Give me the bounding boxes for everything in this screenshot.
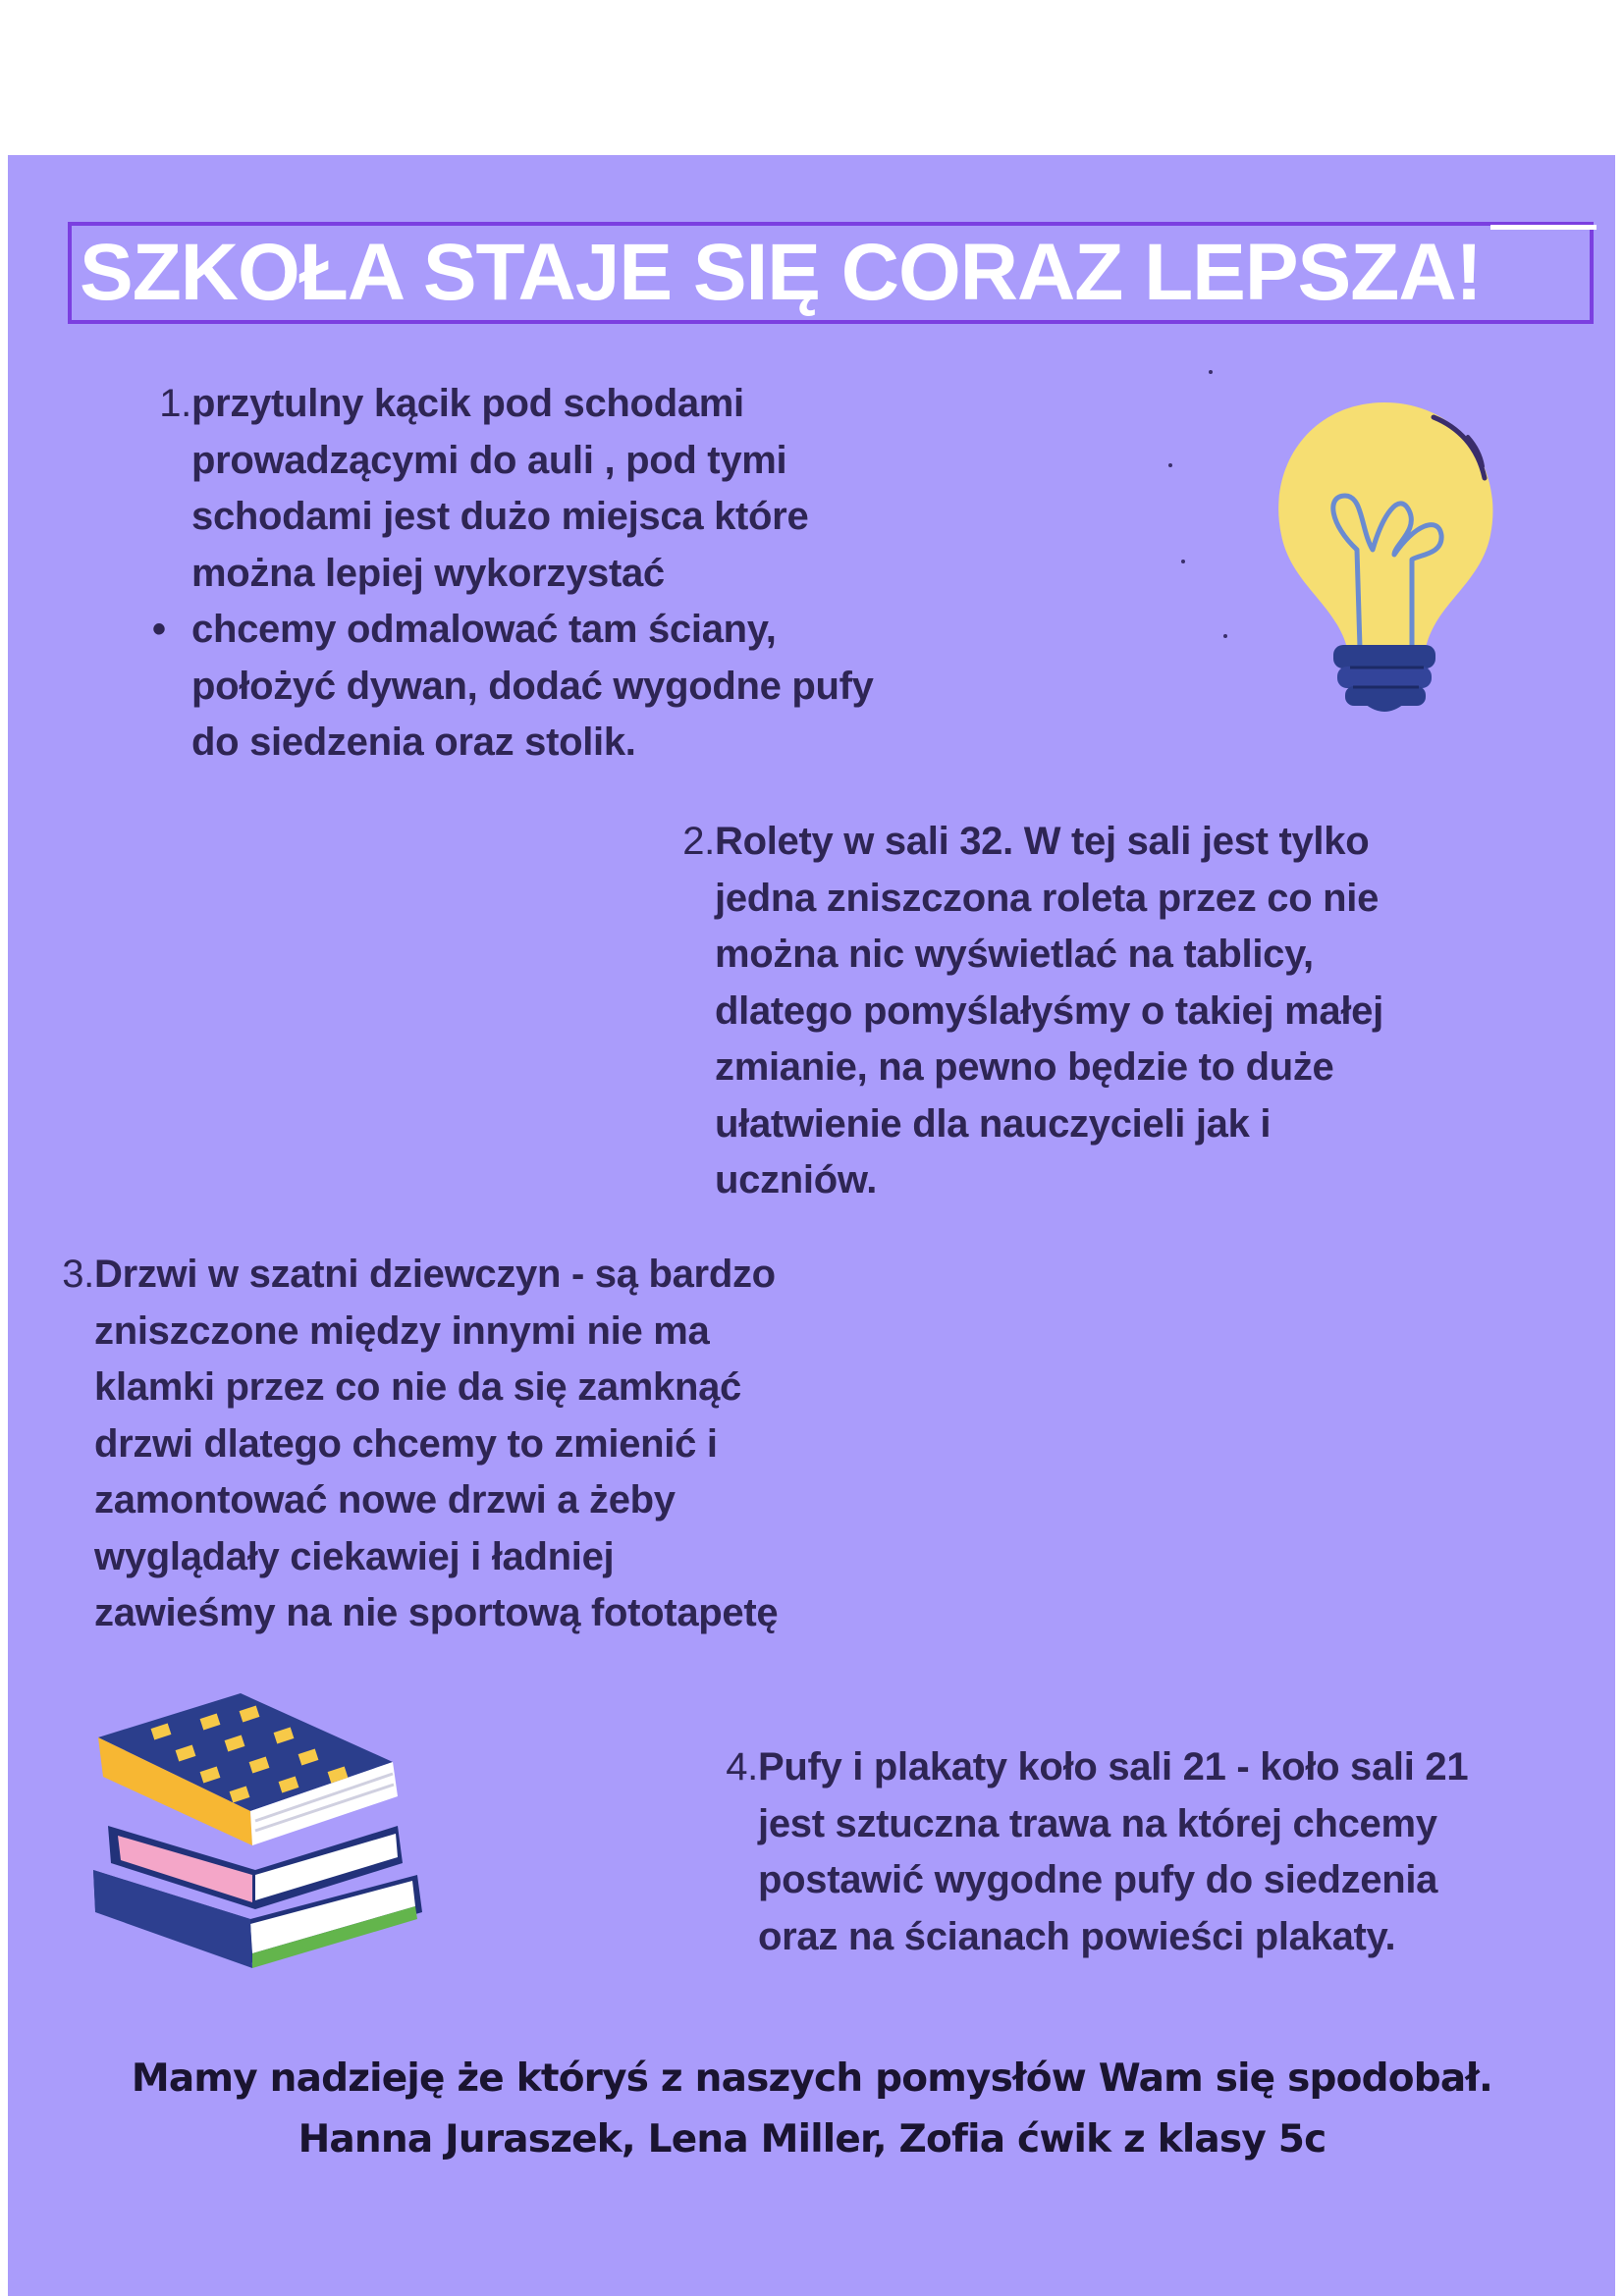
item-2-line: Rolety w sali 32. W tej sali jest tylko bbox=[715, 820, 1370, 863]
item-3-number: 3. bbox=[62, 1253, 94, 1296]
item-4-line: Pufy i plakaty koło sali 21 - koło sali 21 bbox=[758, 1745, 1469, 1789]
sparkle-dot bbox=[1168, 463, 1172, 467]
item-1-line: schodami jest dużo miejsca które bbox=[191, 495, 809, 538]
item-1-line: prowadzącymi do auli , pod tymi bbox=[191, 438, 787, 482]
item-1-bullet-line: położyć dywan, dodać wygodne pufy bbox=[191, 664, 874, 708]
item-2-line: ułatwienie dla nauczycieli jak i bbox=[715, 1101, 1272, 1146]
item-3-line: zawieśmy na nie sportową fototapetę bbox=[94, 1591, 779, 1634]
item-2-number: 2. bbox=[682, 820, 715, 863]
item-1-bullet-line: do siedzenia oraz stolik. bbox=[191, 721, 636, 764]
item-2-line: uczniów. bbox=[715, 1158, 878, 1201]
books-icon bbox=[83, 1679, 427, 2002]
lightbulb-icon bbox=[1257, 388, 1512, 721]
sparkle-dot bbox=[1181, 560, 1185, 563]
poster-title: SZKOŁA STAJE SIĘ CORAZ LEPSZA! bbox=[68, 222, 1594, 324]
footer-authors: Hanna Juraszek, Lena Miller, Zofia ćwik z klasy 5c bbox=[298, 2117, 1326, 2162]
item-4-line: jest sztuczna trawa na której chcemy bbox=[758, 1801, 1437, 1845]
item-4-line: oraz na ścianach powieści plakaty. bbox=[758, 1914, 1396, 1958]
item-1-number: 1. bbox=[159, 382, 191, 425]
item-1-bullet-line: chcemy odmalować tam ściany, bbox=[191, 608, 777, 651]
item-1-line: można lepiej wykorzystać bbox=[191, 551, 665, 595]
sparkle-dot bbox=[1209, 370, 1213, 374]
title-accent bbox=[1490, 225, 1597, 230]
item-3-line: zamontować nowe drzwi a żeby bbox=[94, 1478, 676, 1522]
item-2-line: dlatego pomyślałyśmy o takiej małej bbox=[715, 988, 1383, 1033]
item-3-line: Drzwi w szatni dziewczyn - są bardzo bbox=[94, 1253, 776, 1296]
item-3-line: klamki przez co nie da się zamknąć bbox=[94, 1365, 741, 1409]
item-4-number: 4. bbox=[726, 1745, 758, 1789]
bullet-marker: • bbox=[152, 608, 166, 651]
item-2-line: można nic wyświetlać na tablicy, bbox=[715, 933, 1314, 976]
item-3-line: drzwi dlatego chcemy to zmienić i bbox=[94, 1421, 718, 1466]
item-3-line: zniszczone między innymi nie ma bbox=[94, 1308, 710, 1353]
item-2-line: zmianie, na pewno będzie to duże bbox=[715, 1045, 1334, 1089]
footer-message: Mamy nadzieję że któryś z naszych pomysłów Wam się spodobał. bbox=[131, 2056, 1493, 2101]
sparkle-dot bbox=[1223, 634, 1227, 638]
item-4-line: postawić wygodne pufy do siedzenia bbox=[758, 1858, 1438, 1901]
item-2-line: jedna zniszczona roleta przez co nie bbox=[715, 876, 1380, 920]
item-1-line: przytulny kącik pod schodami bbox=[191, 382, 744, 425]
item-3-line: wyglądały ciekawiej i ładniej bbox=[94, 1534, 615, 1578]
